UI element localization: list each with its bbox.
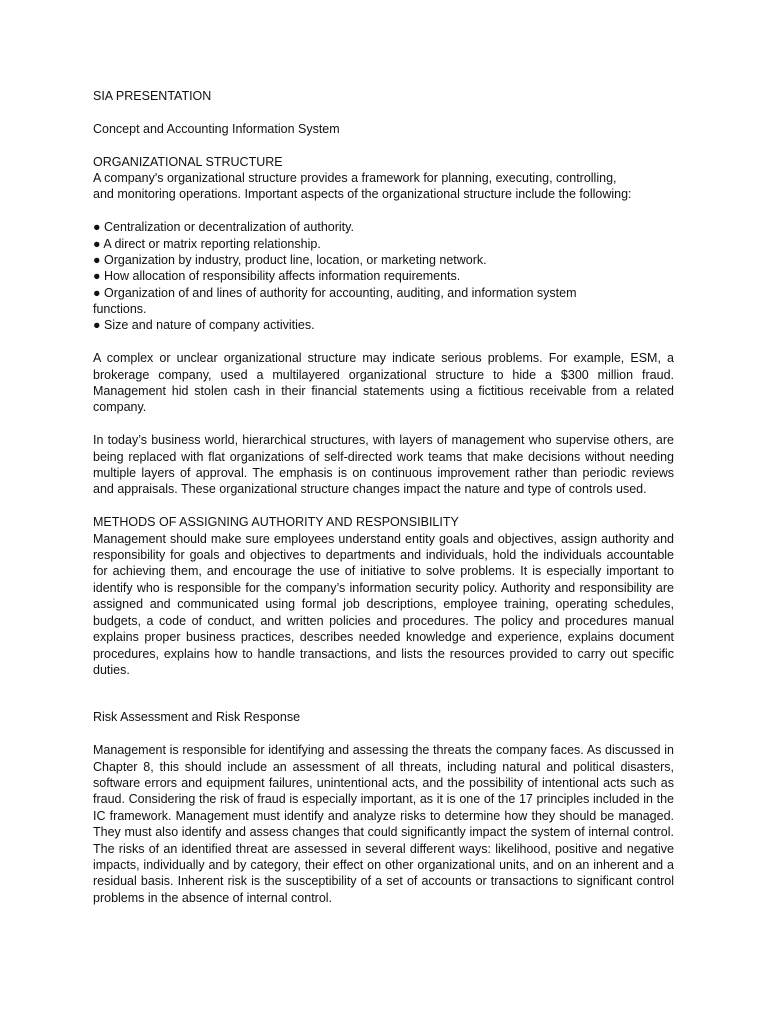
list-item: ● Centralization or decentralization of authority. (93, 220, 354, 235)
spacer (93, 498, 674, 514)
spacer (93, 203, 674, 219)
spacer (93, 416, 674, 432)
paragraph-hierarchical-structures: In today’s business world, hierarchical structures, with layers of management who supervise others, are being replaced with flat organizations of self-directed work teams that make decisions without needing multiple layers of approval. The emphasis is on continuous improvement rather than periodic reviews and appraisals. These organizational structure changes impact the nature and type of controls used. (93, 433, 674, 497)
list-item: ● Size and nature of company activities. (93, 318, 315, 333)
document-page (93, 88, 674, 906)
section-heading-organizational-structure: ORGANIZATIONAL STRUCTURE (93, 154, 283, 169)
section-heading-authority-responsibility: METHODS OF ASSIGNING AUTHORITY AND RESPONSIBILITY (93, 515, 459, 530)
spacer (93, 678, 674, 709)
organizational-aspects-list (93, 219, 674, 334)
spacer (93, 334, 674, 350)
intro-line-2: and monitoring operations. Important aspects of the organizational structure include the following: (93, 187, 632, 202)
intro-line-1: A company's organizational structure provides a framework for planning, executing, controlling, (93, 170, 617, 185)
document-subtitle: Concept and Accounting Information System (93, 121, 340, 136)
list-item: ● How allocation of responsibility affects information requirements. (93, 269, 461, 284)
paragraph-authority-responsibility: Management should make sure employees understand entity goals and objectives, assign authority and responsibility for goals and objectives to departments and individuals, hold the individuals accountable for achieving them, and encourage the use of initiative to solve problems. It is especially important to identify who is responsible for the company’s information security policy. Authority and responsibility are assigned and communicated using formal job descriptions, employee training, operating schedules, budgets, a code of conduct, and written policies and procedures. The policy and procedures manual explains proper business practices, describes needed knowledge and experience, explains document procedures, explains how to handle transactions, and lists the resources provided to carry out specific duties. (93, 531, 674, 677)
spacer (93, 137, 674, 153)
spacer (93, 726, 674, 742)
list-item-continuation: functions. (93, 302, 147, 317)
spacer (93, 104, 674, 120)
document-title: SIA PRESENTATION (93, 89, 212, 103)
list-item: ● A direct or matrix reporting relationship. (93, 236, 321, 251)
paragraph-complex-structure: A complex or unclear organizational structure may indicate serious problems. For example, ESM, a brokerage company, used a multilayered organizational structure to hide a $300 million fraud. Management hid stolen cash in their financial statements using a fictitious receivable from a related company. (93, 351, 674, 415)
list-item: ● Organization by industry, product line, location, or marketing network. (93, 252, 487, 267)
list-item: ● Organization of and lines of authority for accounting, auditing, and information system (93, 285, 577, 300)
section-heading-risk-assessment: Risk Assessment and Risk Response (93, 710, 301, 725)
paragraph-risk-assessment: Management is responsible for identifying and assessing the threats the company faces. As discussed in Chapter 8, this should include an assessment of all threats, including natural and political disasters, software errors and equipment failures, unintentional acts, and the possibility of intentional acts such as fraud. Considering the risk of fraud is especially important, as it is one of the 17 principles included in the IC framework. Management must identify and analyze risks to determine how they should be managed. They must also identify and assess changes that could significantly impact the system of internal control. The risks of an identified threat are assessed in several different ways: likelihood, positive and negative impacts, individually and by category, their effect on other organizational units, and on an inherent and a residual basis. Inherent risk is the susceptibility of a set of accounts or transactions to significant control problems in the absence of internal control. (93, 743, 674, 905)
